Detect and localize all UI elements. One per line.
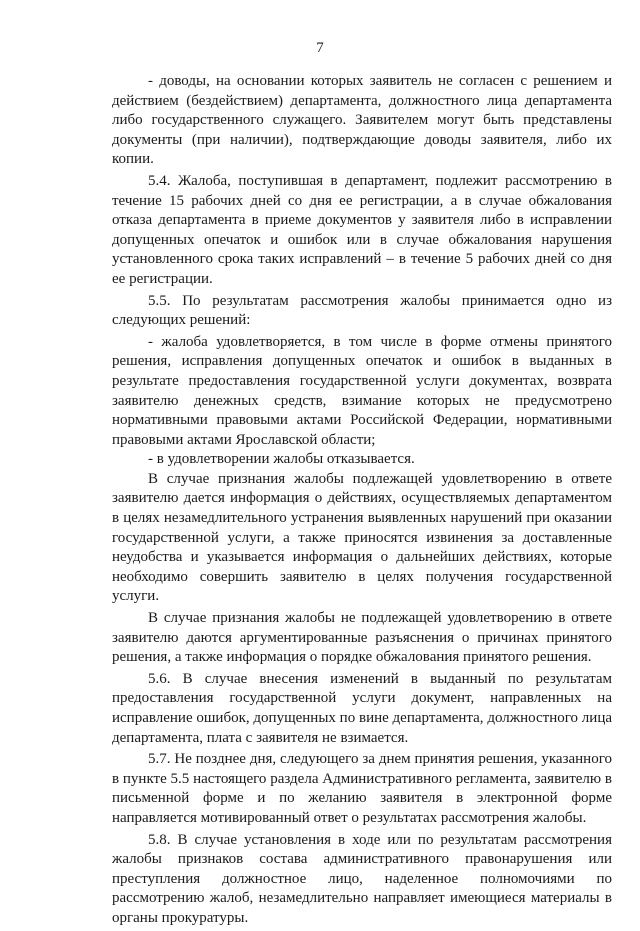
- paragraph-5-4: 5.4. Жалоба, поступившая в департамент, подлежит рассмотрению в течение 15 рабочих дней со дня ее регистрации, а в случае обжалования отказа департамента в приеме документов у заявителя либо в исправлении допущенных опечаток и ошибок или в случае обжалования нарушения установленного срока таких исправлений – в течение 5 рабочих дней со дня ее регистрации.: [112, 172, 612, 287]
- document-body: [112, 72, 612, 931]
- paragraph-5-6: 5.6. В случае внесения изменений в выданный по результатам предоставления государственной услуги документ, направленных на исправление ошибок, допущенных по вине департамента, должностного лица департамента, плата с заявителя не взимается.: [112, 670, 612, 746]
- paragraph-5-8: 5.8. В случае установления в ходе или по результатам рассмотрения жалобы признаков состава административного правонарушения или преступления должностное лицо, наделенное полномочиями по рассмотрению жалоб, незамедлительно направляет имеющиеся материалы в органы прокуратуры.: [112, 831, 612, 926]
- paragraph-5-7: 5.7. Не позднее дня, следующего за днем принятия решения, указанного в пункте 5.5 настоящего раздела Административного регламента, заявителю в письменной форме и по желанию заявителя в электронной форме направляется мотивированный ответ о результатах рассмотрения жалобы.: [112, 751, 612, 826]
- paragraph-rejected-response: В случае признания жалобы не подлежащей удовлетворению в ответе заявителю даются аргументированные разъяснения о причинах принятого решения, а также информация о порядке обжалования принятого решения.: [112, 610, 612, 666]
- list-item-complaint-satisfied: - жалоба удовлетворяется, в том числе в форме отмены принятого решения, исправления допущенных опечаток и ошибок в выданных в результате предоставления государственной услуги документах, возврата заявителю денежных средств, взимание которых не предусмотрено нормативными правовыми актами Российской Федерации, нормативными правовыми актами Ярославской области;: [112, 333, 612, 448]
- page-number: 7: [316, 40, 324, 56]
- paragraph-arguments: - доводы, на основании которых заявитель не согласен с решением и действием (бездействием) департамента, должностного лица департамента либо государственного служащего. Заявителем могут быть представлены документы (при наличии), подтверждающие доводы заявителя, либо их копии.: [112, 73, 612, 168]
- paragraph-satisfied-response: В случае признания жалобы подлежащей удовлетворению в ответе заявителю дается информация о действиях, осуществляемых департаментом в целях незамедлительного устранения выявленных нарушений при оказании государственной услуги, а также приносятся извинения за доставленные неудобства и указывается информация о дальнейших действиях, которые необходимо совершить заявителю в целях получения государственной услуги.: [112, 470, 612, 605]
- paragraph-5-5: 5.5. По результатам рассмотрения жалобы принимается одно из следующих решений:: [112, 292, 612, 329]
- list-item-complaint-rejected: - в удовлетворении жалобы отказывается.: [148, 451, 415, 468]
